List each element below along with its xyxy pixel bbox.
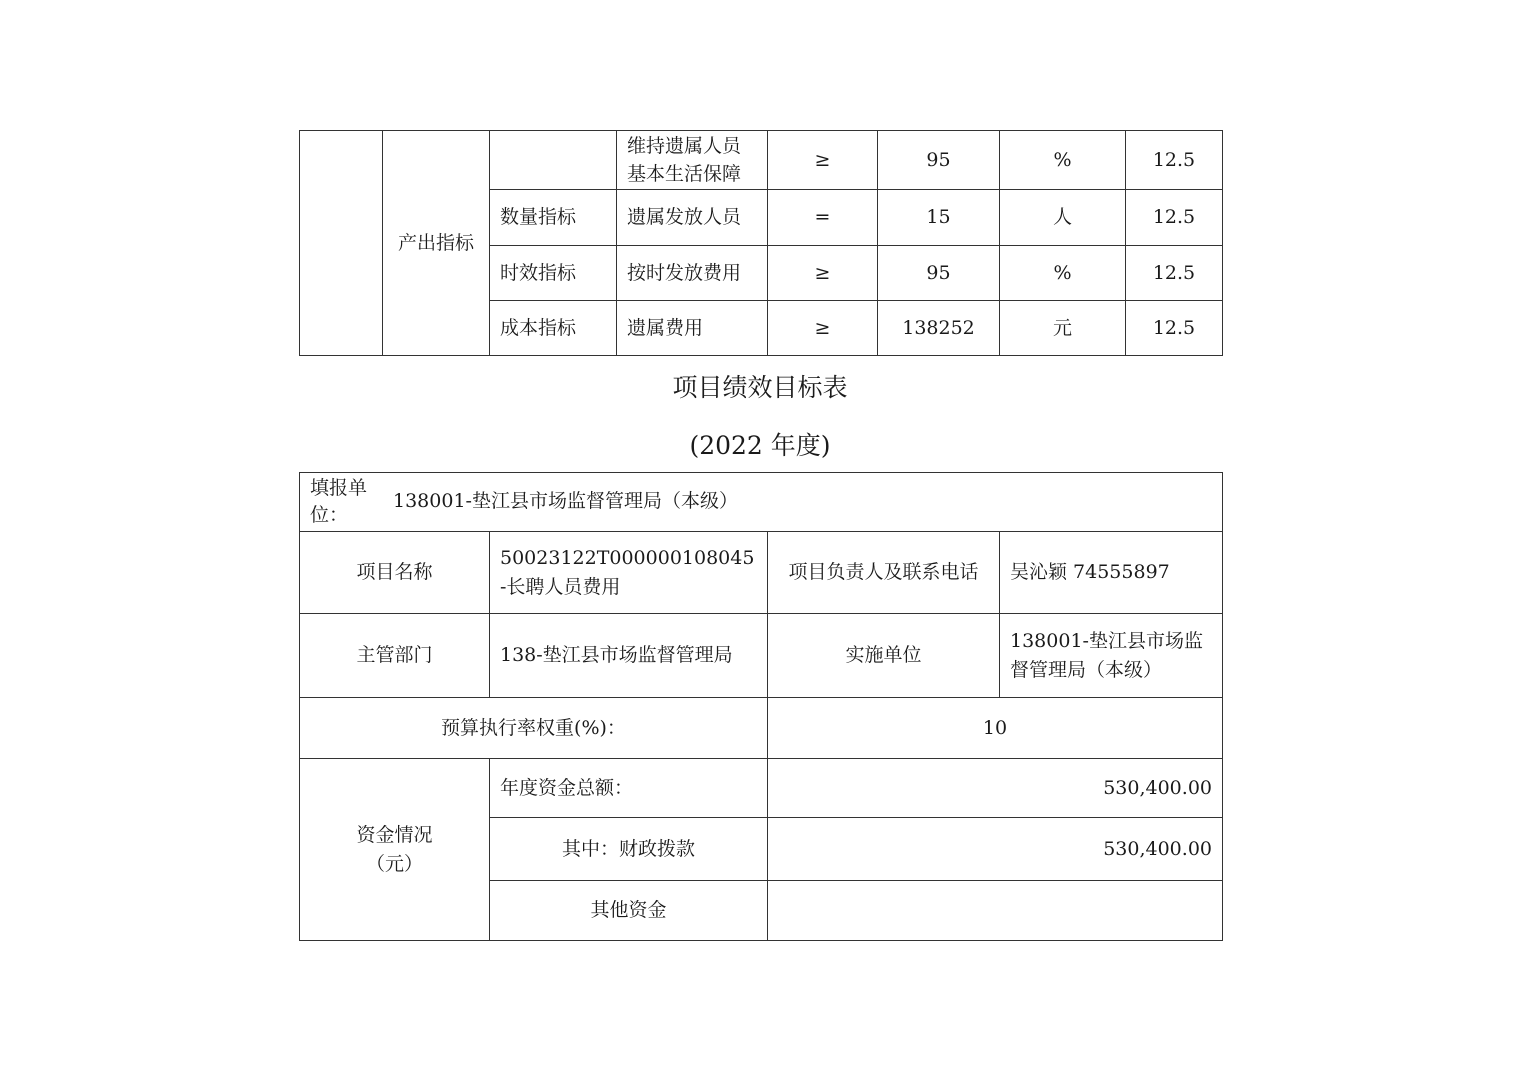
indicator-cell: 按时发放费用 bbox=[617, 246, 768, 301]
fill-unit-cell bbox=[300, 473, 1223, 532]
target-value-cell: 15 bbox=[878, 190, 1000, 246]
performance-target-form bbox=[299, 472, 1223, 941]
blank-cell bbox=[300, 131, 383, 356]
category-cell: 产出指标 bbox=[383, 131, 490, 356]
score-cell: 12.5 bbox=[1126, 131, 1223, 190]
table-row bbox=[300, 759, 1223, 818]
score-cell: 12.5 bbox=[1126, 190, 1223, 246]
unit-cell: 元 bbox=[1000, 301, 1126, 356]
operator-cell: = bbox=[768, 190, 878, 246]
unit-cell: % bbox=[1000, 131, 1126, 190]
output-indicators-table bbox=[299, 130, 1223, 356]
target-value-cell: 95 bbox=[878, 246, 1000, 301]
target-value-cell: 95 bbox=[878, 131, 1000, 190]
table-row bbox=[300, 473, 1223, 532]
score-cell: 12.5 bbox=[1126, 301, 1223, 356]
budget-weight-label: 预算执行率权重(%)： bbox=[300, 698, 768, 759]
document-year: (2022 年度) bbox=[689, 431, 831, 460]
department-label: 主管部门 bbox=[300, 614, 490, 698]
indicator-cell: 遗属发放人员 bbox=[617, 190, 768, 246]
implementing-unit-value: 138001-垫江县市场监督管理局（本级） bbox=[1000, 614, 1223, 698]
fiscal-appropriation-label: 其中：财政拨款 bbox=[490, 818, 768, 881]
fiscal-appropriation-value: 530,400.00 bbox=[768, 818, 1223, 881]
score-cell: 12.5 bbox=[1126, 246, 1223, 301]
indicator-cell: 遗属费用 bbox=[617, 301, 768, 356]
project-name-value: 50023122T000000108045-长聘人员费用 bbox=[490, 532, 768, 614]
unit-cell: 人 bbox=[1000, 190, 1126, 246]
funds-label: 资金情况（元） bbox=[300, 759, 490, 941]
table-row bbox=[300, 614, 1223, 698]
sub-category-cell: 时效指标 bbox=[490, 246, 617, 301]
sub-category-cell bbox=[490, 131, 617, 190]
table-row bbox=[300, 131, 1223, 190]
sub-category-cell: 成本指标 bbox=[490, 301, 617, 356]
other-funds-value bbox=[768, 881, 1223, 941]
other-funds-label: 其他资金 bbox=[490, 881, 768, 941]
budget-weight-value: 10 bbox=[768, 698, 1223, 759]
operator-cell: ≥ bbox=[768, 131, 878, 190]
implementing-unit-label: 实施单位 bbox=[768, 614, 1000, 698]
fill-unit-value: 138001-垫江县市场监督管理局（本级） bbox=[393, 490, 738, 512]
operator-cell: ≥ bbox=[768, 246, 878, 301]
target-value-cell: 138252 bbox=[878, 301, 1000, 356]
annual-total-label: 年度资金总额： bbox=[490, 759, 768, 818]
sub-category-cell: 数量指标 bbox=[490, 190, 617, 246]
owner-label: 项目负责人及联系电话 bbox=[768, 532, 1000, 614]
document-title: 项目绩效目标表 bbox=[672, 373, 848, 402]
unit-cell: % bbox=[1000, 246, 1126, 301]
department-value: 138-垫江县市场监督管理局 bbox=[490, 614, 768, 698]
operator-cell: ≥ bbox=[768, 301, 878, 356]
owner-value: 吴沁颖 74555897 bbox=[1000, 532, 1223, 614]
annual-total-value: 530,400.00 bbox=[768, 759, 1223, 818]
indicator-cell: 维持遗属人员基本生活保障 bbox=[617, 131, 768, 190]
fill-unit-label: 填报单位： bbox=[310, 477, 368, 526]
table-row bbox=[300, 698, 1223, 759]
project-name-label: 项目名称 bbox=[300, 532, 490, 614]
table-row bbox=[300, 532, 1223, 614]
